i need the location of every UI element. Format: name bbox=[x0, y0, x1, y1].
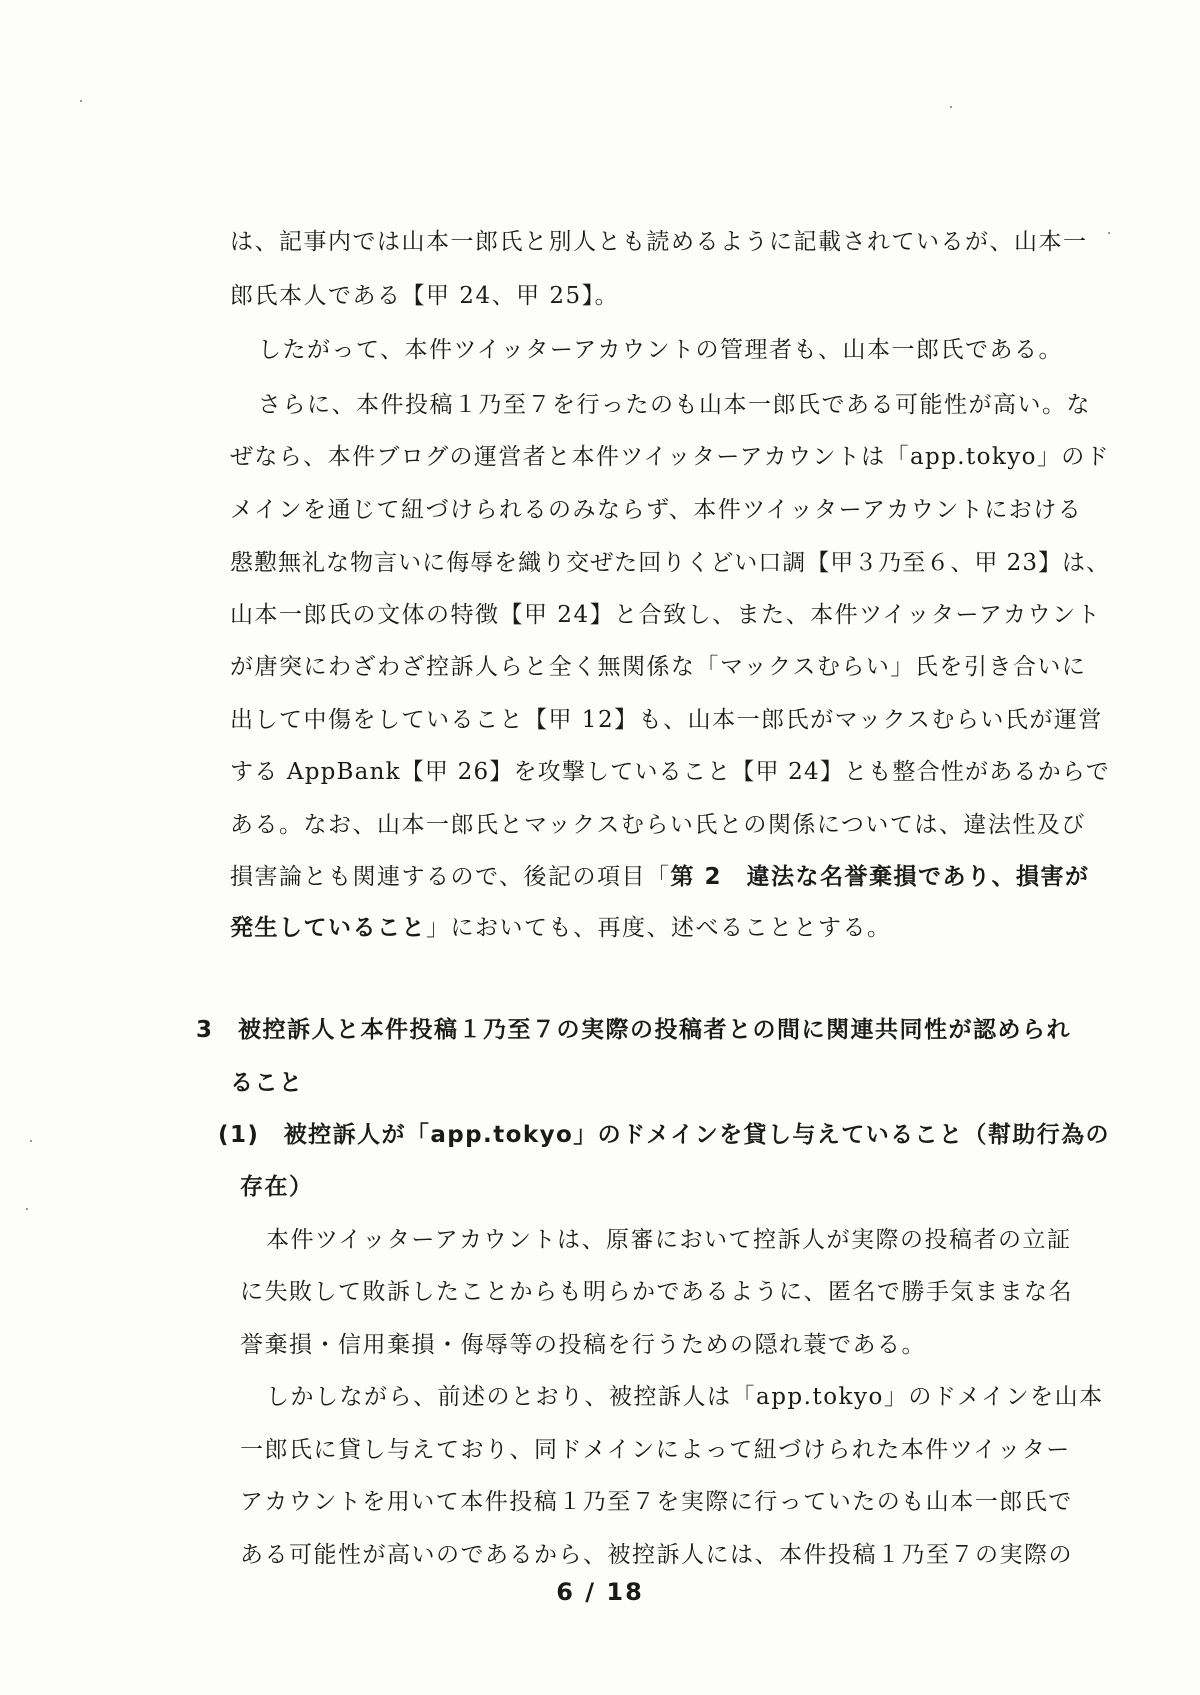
heading-line: ること bbox=[230, 1070, 304, 1096]
scan-speck bbox=[26, 1208, 28, 1210]
scan-speck bbox=[80, 100, 82, 102]
text-line: 慇懃無礼な物言いに侮辱を織り交ぜた回りくどい口調【甲３乃至６、甲 23】は、 bbox=[230, 550, 1110, 576]
scan-speck bbox=[1108, 232, 1110, 234]
bold-heading-reference: 第 2 違法な名誉棄損であり、損害が bbox=[670, 864, 1090, 890]
text-line: 一郎氏に貸し与えており、同ドメインによって紐づけられた本件ツイッター bbox=[240, 1437, 1071, 1463]
bold-heading-reference: 発生していること bbox=[230, 915, 426, 941]
text-line bbox=[230, 862, 1090, 892]
heading-line: 3 被控訴人と本件投稿１乃至７の実際の投稿者との間に関連共同性が認められ bbox=[196, 1017, 1072, 1043]
heading-line: 存在） bbox=[240, 1174, 314, 1200]
heading-line: (1) 被控訴人が「app.tokyo」のドメインを貸し与えていること（幇助行為の bbox=[218, 1122, 1110, 1148]
text-line: 誉棄損・信用棄損・侮辱等の投稿を行うための隠れ蓑である。 bbox=[240, 1332, 926, 1358]
text-line: ある可能性が高いのであるから、被控訴人には、本件投稿１乃至７の実際の bbox=[240, 1542, 1073, 1568]
text-line: 郎氏本人である【甲 24、甲 25】。 bbox=[230, 283, 620, 309]
text-line bbox=[230, 913, 892, 943]
text-line: 出して中傷をしていること【甲 12】も、山本一郎氏がマックスむらい氏が運営 bbox=[230, 707, 1103, 733]
text-line: しかしながら、前述のとおり、被控訴人は「app.tokyo」のドメインを山本 bbox=[266, 1384, 1104, 1410]
page-number: 6 / 18 bbox=[556, 1578, 644, 1606]
text-line: 本件ツイッターアカウントは、原審において控訴人が実際の投稿者の立証 bbox=[266, 1227, 1072, 1253]
text-line: メインを通じて紐づけられるのみならず、本件ツイッターアカウントにおける bbox=[230, 497, 1083, 523]
text-line: アカウントを用いて本件投稿１乃至７を実際に行っていたのも山本一郎氏で bbox=[240, 1489, 1073, 1515]
text-line: が唐突にわざわざ控訴人らと全く無関係な「マックスむらい」氏を引き合いに bbox=[230, 654, 1087, 680]
text-line: さらに、本件投稿１乃至７を行ったのも山本一郎氏である可能性が高い。な bbox=[258, 392, 1091, 418]
text-line: ぜなら、本件ブログの運営者と本件ツイッターアカウントは「app.tokyo」のド bbox=[230, 444, 1110, 470]
text-span: 」においても、再度、述べることとする。 bbox=[426, 915, 892, 941]
scan-speck bbox=[30, 1140, 32, 1142]
text-line: は、記事内では山本一郎氏と別人とも読めるように記載されているが、山本一 bbox=[230, 229, 1088, 255]
text-line: に失敗して敗訴したことからも明らかであるように、匿名で勝手気ままな名 bbox=[240, 1279, 1073, 1305]
text-line: する AppBank【甲 26】を攻撃していること【甲 24】とも整合性があるからで bbox=[230, 759, 1110, 785]
text-line: したがって、本件ツイッターアカウントの管理者も、山本一郎氏である。 bbox=[258, 337, 1064, 363]
text-line: ある。なお、山本一郎氏とマックスむらい氏との関係については、違法性及び bbox=[230, 812, 1086, 838]
text-line: 山本一郎氏の文体の特徴【甲 24】と合致し、また、本件ツイッターアカウント bbox=[230, 602, 1102, 628]
text-span: 損害論とも関連するので、後記の項目「 bbox=[230, 864, 671, 890]
scan-speck bbox=[950, 106, 952, 108]
